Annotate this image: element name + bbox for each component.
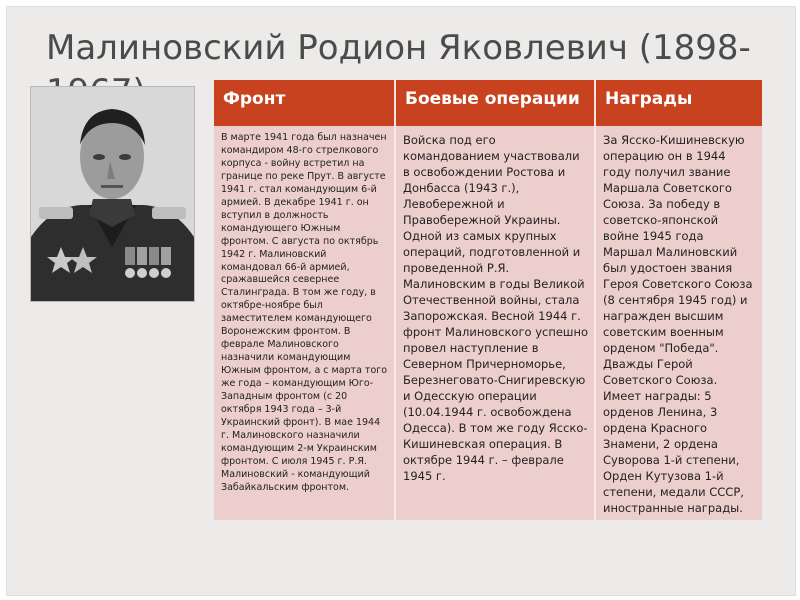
column-header-awards: Награды: [595, 80, 762, 126]
info-table: [214, 80, 762, 520]
cell-front: В марте 1941 года был назначен командиром 48-го стрелкового корпуса - войну встретил на границе по реке Прут. В августе 1941 г. стал командующим 6-й армией. В декабре 1941 г. он вступил в должность командующего Южным фронтом. С августа по октябрь 1942 г. Малиновский командовал 66-й армией, сражавшейся севернее Сталинграда. В том же году, в октябре-ноябре был заместителем командующего Воронежским фронтом. В феврале Малиновского назначили командующим Южным фронтом, а с марта того же года – командующим Юго-Западным фронтом (с 20 октября 1943 года – 3-й Украинский фронт). В мае 1944 г. Малиновского назначили командующим 2-м Украинским фронтом. С июля 1945 г. Р.Я. Малиновский - командующий Забайкальским фронтом.: [214, 126, 395, 520]
info-table-wrap: [214, 80, 762, 595]
column-header-operations: Боевые операции: [395, 80, 595, 126]
cell-operations: Войска под его командованием участвовали в освобождении Ростова и Донбасса (1943 г.), Левобережной и Правобережной Украины. Одной из самых крупных операций, подготовленной и проведенной Р.Я. Малиновским в годы Великой Отечественной войны, стала Запорожская. Весной 1944 г. фронт Малиновского успешно провел наступление в Северном Причерноморье, Березнеговато-Снигиревскую и Одесскую операции (10.04.1944 г. освобождена Одесса). В том же году Ясско-Кишиневская операция. В октябре 1944 г. – феврале 1945 г.: [395, 126, 595, 520]
table-row: [214, 126, 762, 520]
column-header-front: Фронт: [214, 80, 395, 126]
slide-title: Малиновский Родион Яковлевич (1898-: [46, 28, 751, 68]
portrait-photo: [30, 86, 195, 302]
table-header-row: [214, 80, 762, 126]
portrait-illustration: [31, 87, 194, 301]
cell-awards: За Ясско-Кишиневскую операцию он в 1944 году получил звание Маршала Советского Союза. За победу в советско-японской войне 1945 года Маршал Малиновский был удостоен звания Героя Советского Союза (8 сентября 1945 год) и награжден высшим советским военным орденом "Победа". Дважды Герой Советского Союза. Имеет награды: 5 орденов Ленина, 3 ордена Красного Знамени, 2 ордена Суворова 1-й степени, Орден Кутузова 1-й степени, медали СССР, иностранные награды.: [595, 126, 762, 520]
